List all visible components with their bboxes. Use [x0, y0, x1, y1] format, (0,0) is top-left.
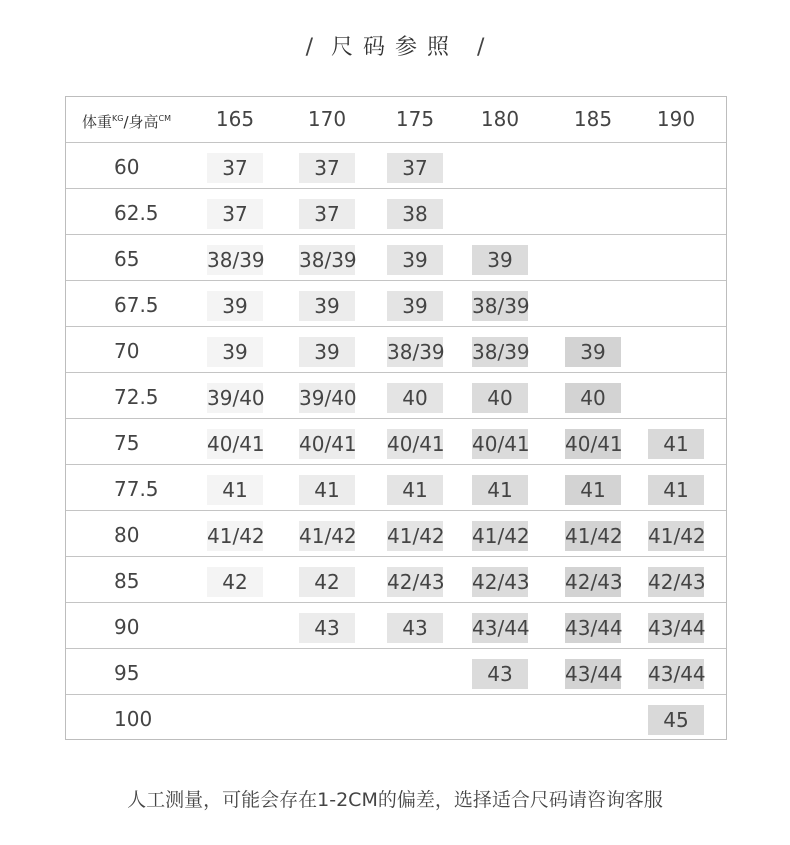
size-cell: 43: [299, 613, 355, 643]
table-row: [66, 557, 726, 603]
size-cell: 41/42: [565, 521, 621, 551]
size-cell: 42: [299, 567, 355, 597]
weight-cell: 67.5: [114, 293, 159, 317]
size-cell: 39: [472, 245, 528, 275]
size-cell: 42/43: [565, 567, 621, 597]
size-cell: 37: [299, 199, 355, 229]
size-cell: 43/44: [565, 613, 621, 643]
weight-cell: 90: [114, 615, 140, 639]
page-title: [0, 30, 790, 61]
size-cell: 43/44: [565, 659, 621, 689]
table-row: [66, 327, 726, 373]
size-cell: 41: [648, 475, 704, 505]
weight-cell: 85: [114, 569, 140, 593]
table-row: [66, 373, 726, 419]
size-chart-table: [65, 96, 727, 740]
weight-cell: 65: [114, 247, 140, 271]
size-cell: 41: [472, 475, 528, 505]
header-row: [66, 97, 726, 143]
weight-cell: 60: [114, 155, 140, 179]
weight-cell: 62.5: [114, 201, 159, 225]
size-cell: 41: [565, 475, 621, 505]
size-cell: 40/41: [565, 429, 621, 459]
size-cell: 37: [387, 153, 443, 183]
size-cell: 41: [299, 475, 355, 505]
size-cell: 45: [648, 705, 704, 735]
table-row: [66, 603, 726, 649]
size-cell: 39: [299, 337, 355, 367]
size-cell: 42/43: [648, 567, 704, 597]
weight-cell: 100: [114, 707, 153, 731]
weight-unit: KG: [112, 114, 124, 123]
table-row: [66, 419, 726, 465]
table-row: [66, 143, 726, 189]
table-row: [66, 649, 726, 695]
size-cell: 40: [565, 383, 621, 413]
size-cell: 41/42: [299, 521, 355, 551]
weight-cell: 80: [114, 523, 140, 547]
weight-cell: 72.5: [114, 385, 159, 409]
weight-cell: 95: [114, 661, 140, 685]
size-cell: 38/39: [299, 245, 355, 275]
size-cell: 40/41: [207, 429, 263, 459]
weight-cell: 70: [114, 339, 140, 363]
table-row: [66, 465, 726, 511]
table-row: [66, 695, 726, 741]
weight-label: 体重: [82, 113, 113, 131]
size-cell: 43: [472, 659, 528, 689]
height-unit: CM: [158, 114, 172, 123]
size-cell: 39: [387, 291, 443, 321]
title-right-slash: /: [477, 35, 485, 60]
size-cell: 41: [648, 429, 704, 459]
size-cell: 42/43: [387, 567, 443, 597]
height-header-175: 175: [395, 107, 435, 131]
height-header-185: 185: [573, 107, 613, 131]
title-left-slash: /: [305, 35, 313, 60]
size-cell: 43/44: [648, 613, 704, 643]
size-cell: 40: [387, 383, 443, 413]
size-cell: 41/42: [648, 521, 704, 551]
size-cell: 37: [207, 153, 263, 183]
size-cell: 41: [207, 475, 263, 505]
size-cell: 42/43: [472, 567, 528, 597]
size-cell: 39/40: [207, 383, 263, 413]
height-header-190: 190: [656, 107, 696, 131]
height-label: 身高: [128, 113, 159, 131]
table-row: [66, 189, 726, 235]
table-row: [66, 511, 726, 557]
measurement-note: 人工测量，可能会存在1-2CM的偏差，选择适合尺码请咨询客服: [127, 789, 663, 811]
size-cell: 38/39: [387, 337, 443, 367]
size-cell: 37: [207, 199, 263, 229]
height-header-170: 170: [307, 107, 347, 131]
size-cell: 39/40: [299, 383, 355, 413]
size-cell: 38: [387, 199, 443, 229]
height-header-180: 180: [480, 107, 520, 131]
size-cell: 41/42: [472, 521, 528, 551]
weight-cell: 75: [114, 431, 140, 455]
size-cell: 43/44: [472, 613, 528, 643]
size-cell: 41/42: [387, 521, 443, 551]
size-cell: 37: [299, 153, 355, 183]
table-row: [66, 281, 726, 327]
size-cell: 40: [472, 383, 528, 413]
size-cell: 38/39: [207, 245, 263, 275]
size-cell: 39: [207, 337, 263, 367]
size-cell: 39: [387, 245, 443, 275]
size-cell: 41/42: [207, 521, 263, 551]
size-cell: 43/44: [648, 659, 704, 689]
size-cell: 43: [387, 613, 443, 643]
size-cell: 40/41: [299, 429, 355, 459]
size-cell: 41: [387, 475, 443, 505]
table-row: [66, 235, 726, 281]
height-header-165: 165: [215, 107, 255, 131]
size-cell: 38/39: [472, 291, 528, 321]
size-cell: 38/39: [472, 337, 528, 367]
header-separator: /: [123, 113, 129, 131]
size-cell: 40/41: [387, 429, 443, 459]
size-cell: 39: [207, 291, 263, 321]
size-cell: 42: [207, 567, 263, 597]
header-label: [82, 111, 171, 132]
title-text: 尺码参照: [330, 35, 459, 60]
weight-cell: 77.5: [114, 477, 159, 501]
size-cell: 39: [299, 291, 355, 321]
size-cell: 40/41: [472, 429, 528, 459]
size-cell: 39: [565, 337, 621, 367]
